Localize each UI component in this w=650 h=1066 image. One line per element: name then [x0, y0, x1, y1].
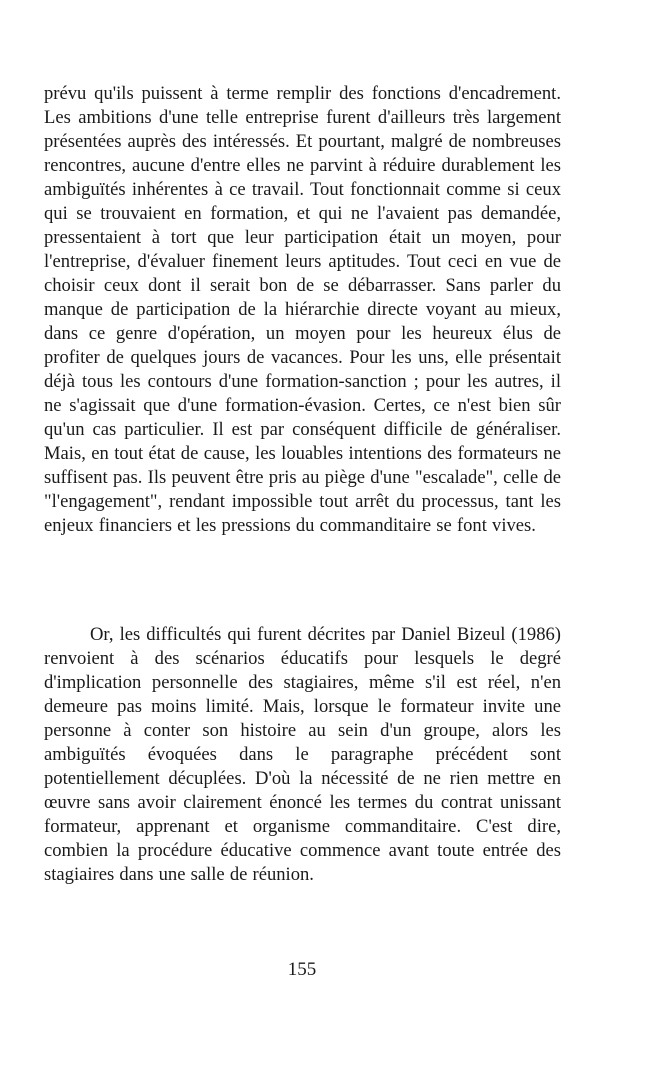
- body-paragraph-2: Or, les difficultés qui furent décrites par Daniel Bizeul (1986) renvoient à des scénarios éducatifs pour lesquels le degré d'implication personnelle des stagiaires, même s'il est réel, n'en demeure pas moins limité. Mais, lorsque le formateur invite une personne à conter son histoire au sein d'un groupe, alors les ambiguïtés évoquées dans le paragraphe précédent sont potentiellement décuplées. D'où la nécessité de ne rien mettre en œuvre sans avoir clairement énoncé les termes du contrat unissant formateur, apprenant et organisme commanditaire. C'est dire, combien la procédure éducative commence avant toute entrée des stagiaires dans une salle de réunion.: [44, 624, 561, 885]
- body-paragraph-1: prévu qu'ils puissent à terme remplir des fonctions d'encadrement. Les ambitions d'une telle entreprise furent d'ailleurs très largement présentées auprès des intéressés. Et pourtant, malgré de nombreuses rencontres, aucune d'entre elles ne parvint à réduire durablement les ambiguïtés inhérentes à ce travail. Tout fonctionnait comme si ceux qui se trouvaient en formation, et qui ne l'avaient pas demandée, pressentaient à tort que leur participation était un moyen, pour l'entreprise, d'évaluer finement leurs aptitudes. Tout ceci en vue de choisir ceux dont il serait bon de se débarrasser. Sans parler du manque de participation de la hiérarchie directe voyant au mieux, dans ce genre d'opération, un moyen pour les heureux élus de profiter de quelques jours de vacances. Pour les uns, elle présentait déjà tous les contours d'une formation-sanction ; pour les autres, il ne s'agissait que d'une formation-évasion. Certes, ce n'est bien sûr qu'un cas particulier. Il est par conséquent difficile de généraliser. Mais, en tout état de cause, les louables intentions des formateurs ne suffisent pas. Ils peuvent être pris au piège d'une "escalade", celle de "l'engagement", rendant impossible tout arrêt du processus, tant les enjeux financiers et les pressions du commanditaire se font vives.: [44, 83, 561, 536]
- page-number: 155: [287, 959, 317, 980]
